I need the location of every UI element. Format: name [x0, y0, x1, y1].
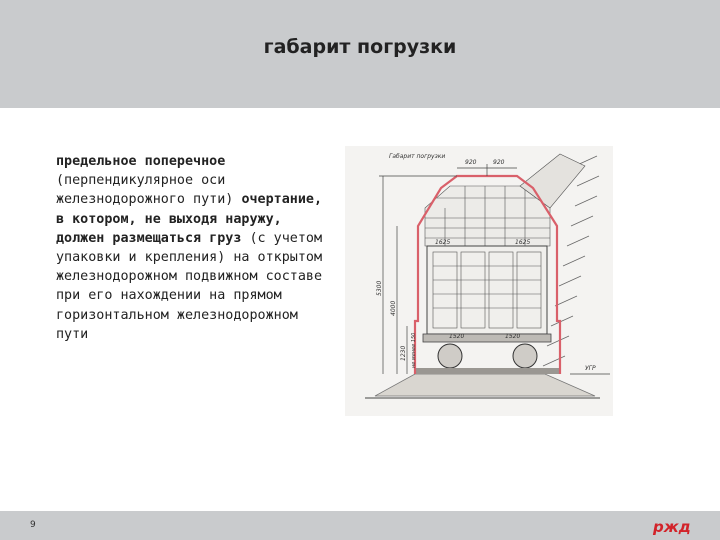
- definition-bold-1: предельное поперечное: [56, 154, 226, 169]
- label-height-total: 5300: [376, 280, 383, 296]
- logo-text: ржд: [653, 518, 691, 536]
- label-bottom-right: 1520: [505, 333, 521, 340]
- label-height-4000: 4000: [390, 300, 397, 316]
- wheel-right: [513, 344, 537, 368]
- footer-bar: [0, 511, 720, 540]
- wagon-body: [427, 246, 547, 334]
- label-mid-right: 1625: [515, 239, 531, 246]
- rzd-logo: [651, 517, 697, 537]
- slide-title: габарит погрузки: [263, 36, 457, 58]
- wheel-left: [438, 344, 462, 368]
- rails: [415, 368, 560, 374]
- page-number: 9: [30, 520, 36, 530]
- loading-gauge-diagram: [345, 146, 613, 416]
- definition-bold-2: очертание, в котором, не выходя наружу, должен размещаться груз: [56, 192, 323, 246]
- label-height-1230: 1230: [400, 345, 407, 361]
- label-bottom-left: 1520: [449, 333, 465, 340]
- label-top-left: 920: [465, 159, 477, 166]
- definition-text: [56, 152, 328, 344]
- brick-load: [425, 186, 550, 246]
- label-rail-level: УГР: [585, 365, 596, 372]
- wagon-frame: [423, 334, 551, 342]
- label-top-right: 920: [493, 159, 505, 166]
- label-mid-left: 1625: [435, 239, 451, 246]
- definition-normal-2: (с учетом упаковки и крепления) на открытом железнодорожном подвижном составе при его нахождении на прямом горизонтальном железнодорожном пути: [56, 230, 323, 342]
- label-gauge-name: Габарит погрузки: [389, 153, 446, 160]
- definition-normal-1: (перпендикулярное оси железнодорожного пути): [56, 173, 242, 208]
- label-min: не менее 150: [411, 332, 417, 368]
